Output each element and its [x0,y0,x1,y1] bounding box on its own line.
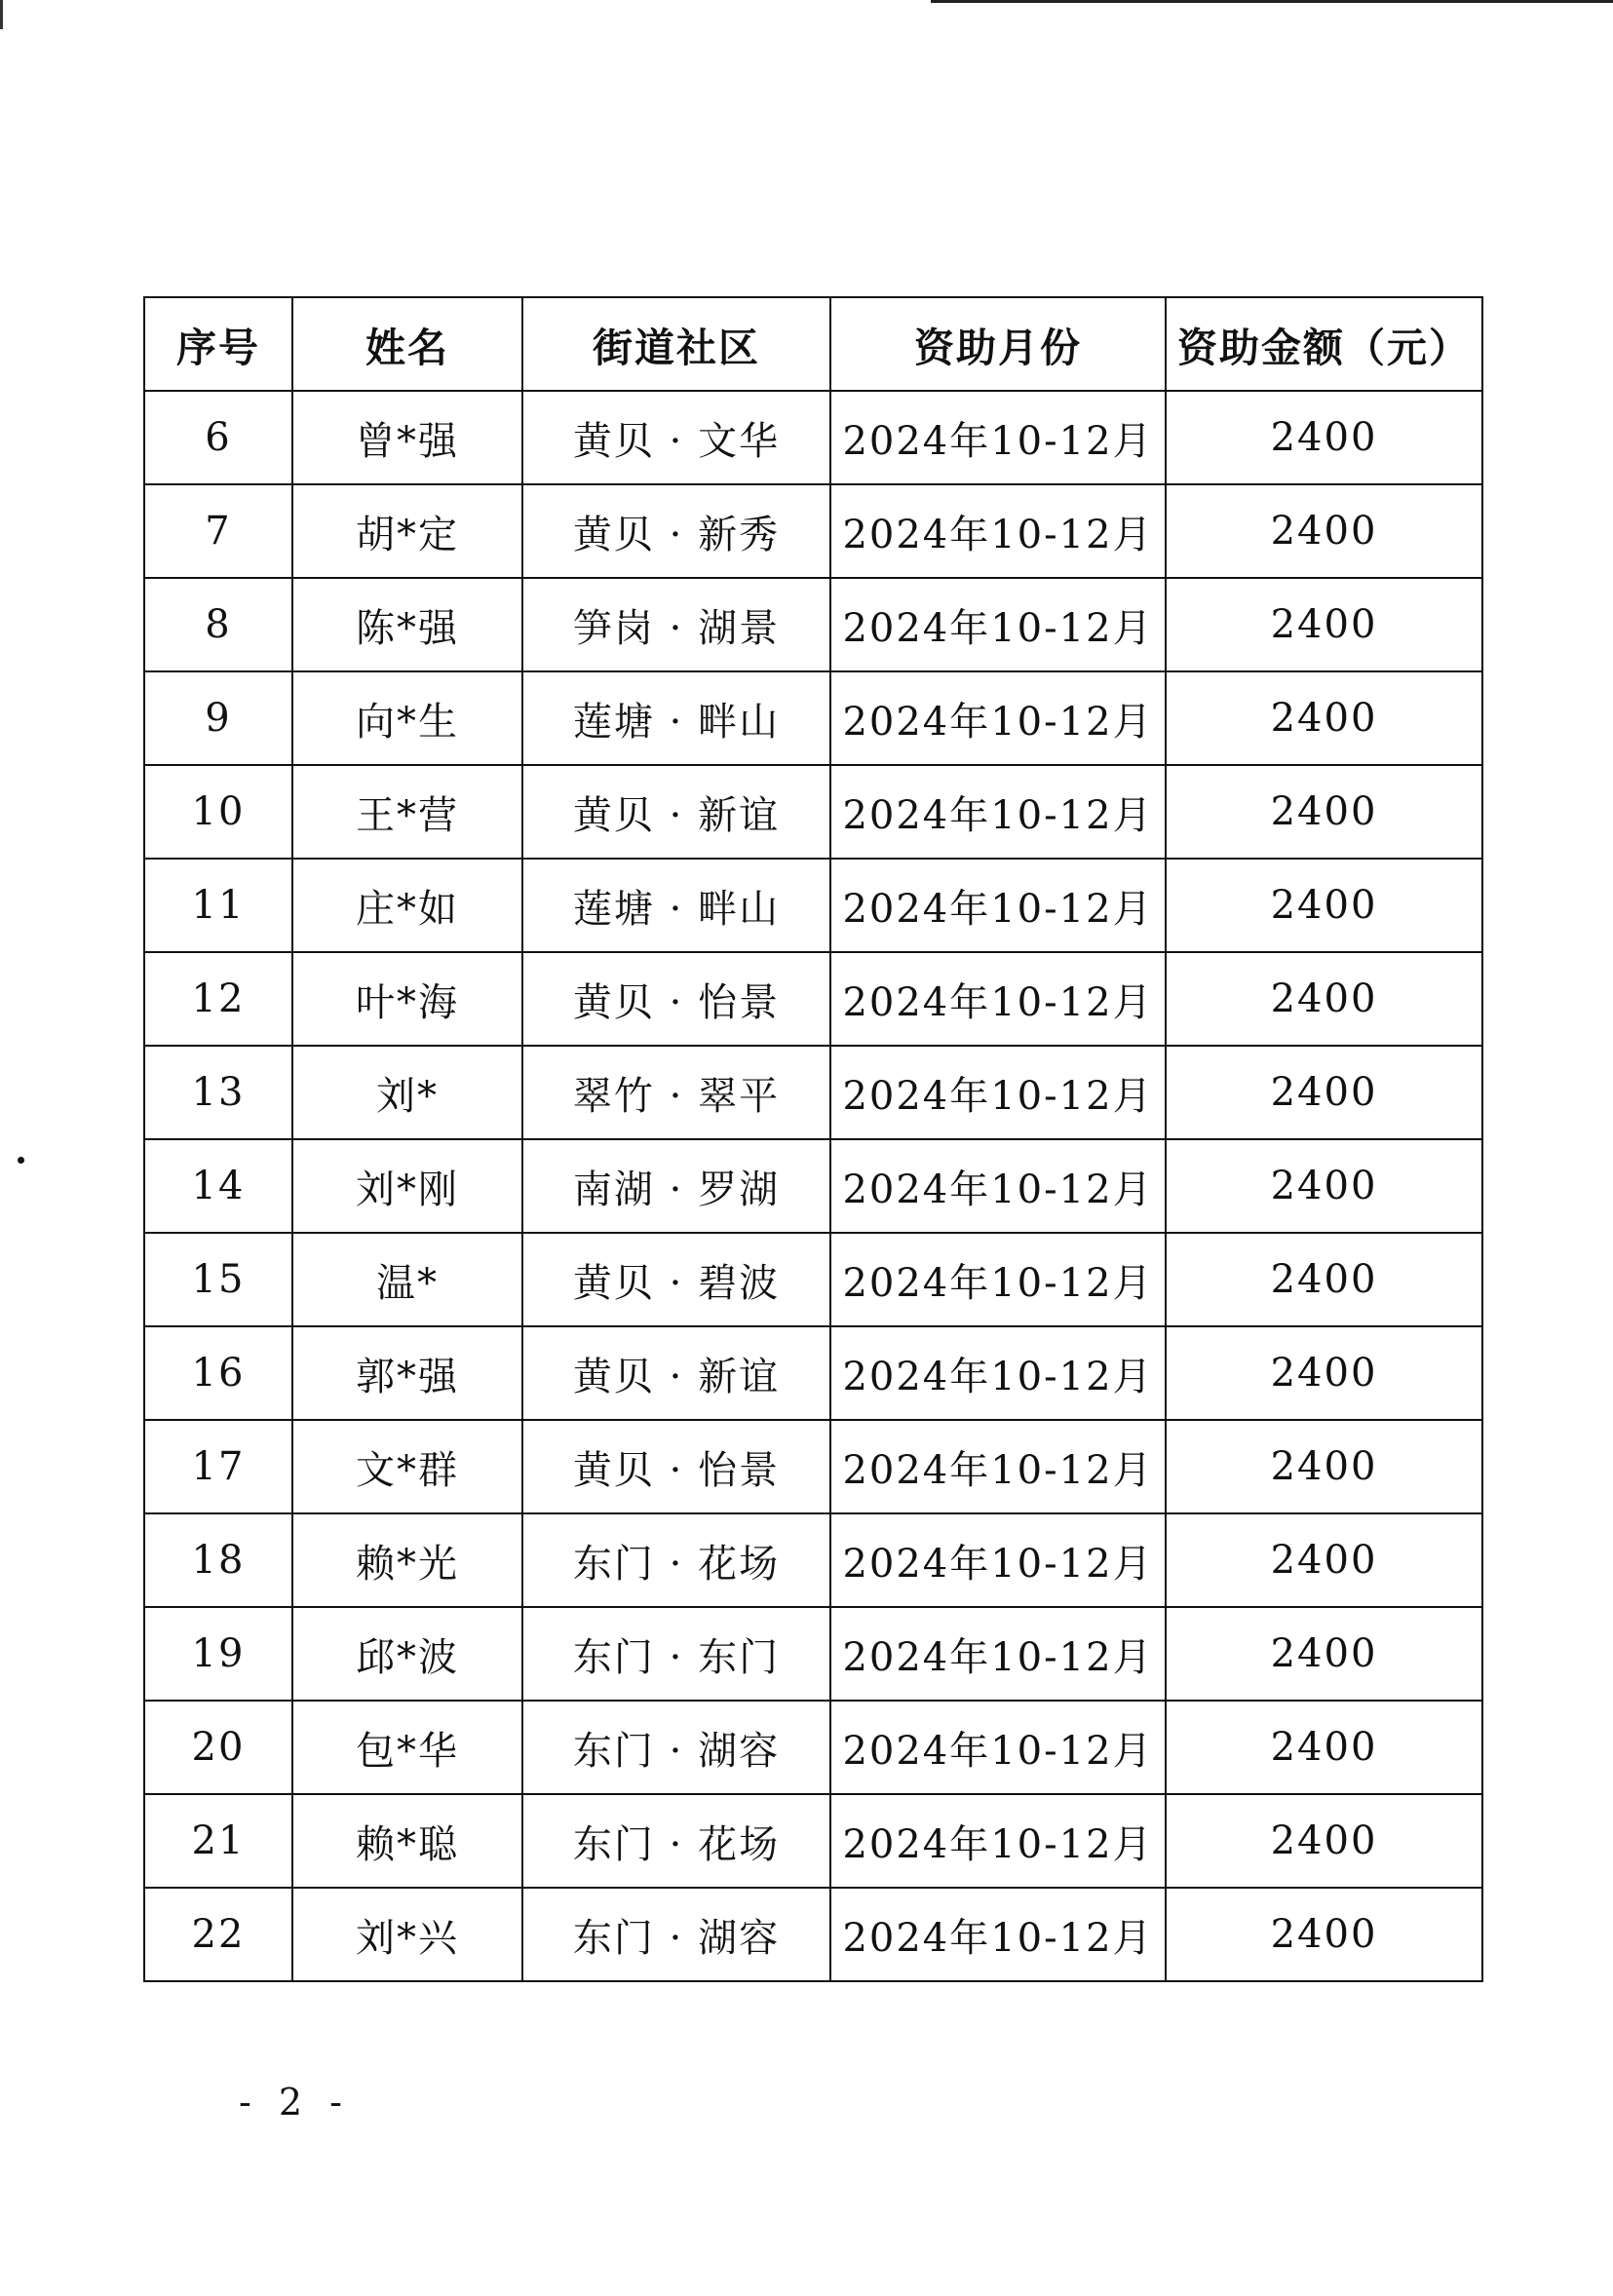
cell-street-community: 黄贝 · 怡景 [522,1420,830,1513]
cell-subsidy-months: 2024年10-12月 [830,859,1166,952]
cell-serial-number: 8 [144,578,292,671]
cell-serial-number: 11 [144,859,292,952]
cell-name: 陈*强 [292,578,522,671]
cell-street-community: 黄贝 · 新谊 [522,765,830,859]
cell-serial-number: 6 [144,391,292,484]
cell-subsidy-amount: 2400 [1166,1420,1482,1513]
cell-name: 王*营 [292,765,522,859]
table-row [144,1888,1482,1981]
cell-street-community: 黄贝 · 怡景 [522,952,830,1046]
header-serial-number: 序号 [144,297,292,391]
cell-subsidy-months: 2024年10-12月 [830,1326,1166,1420]
cell-subsidy-amount: 2400 [1166,1326,1482,1420]
cell-name: 庄*如 [292,859,522,952]
cell-serial-number: 19 [144,1607,292,1701]
cell-name: 刘* [292,1046,522,1139]
cell-serial-number: 7 [144,484,292,578]
table-row [144,765,1482,859]
header-name: 姓名 [292,297,522,391]
table-row [144,1607,1482,1701]
cell-street-community: 莲塘 · 畔山 [522,671,830,765]
header-subsidy-months: 资助月份 [830,297,1166,391]
subsidy-table [143,296,1483,1982]
cell-subsidy-amount: 2400 [1166,1513,1482,1607]
cell-name: 胡*定 [292,484,522,578]
table-row [144,1326,1482,1420]
cell-serial-number: 15 [144,1233,292,1326]
cell-subsidy-months: 2024年10-12月 [830,952,1166,1046]
cell-subsidy-amount: 2400 [1166,484,1482,578]
cell-subsidy-amount: 2400 [1166,1607,1482,1701]
cell-street-community: 东门 · 花场 [522,1513,830,1607]
cell-subsidy-amount: 2400 [1166,1794,1482,1888]
table-row [144,1233,1482,1326]
cell-subsidy-months: 2024年10-12月 [830,578,1166,671]
table-row [144,1701,1482,1794]
cell-serial-number: 10 [144,765,292,859]
table-row [144,578,1482,671]
cell-name: 向*生 [292,671,522,765]
cell-street-community: 莲塘 · 畔山 [522,859,830,952]
cell-street-community: 翠竹 · 翠平 [522,1046,830,1139]
page-number: - 2 - [239,2081,351,2124]
cell-serial-number: 12 [144,952,292,1046]
cell-street-community: 黄贝 · 碧波 [522,1233,830,1326]
cell-name: 包*华 [292,1701,522,1794]
cell-serial-number: 18 [144,1513,292,1607]
table-row [144,859,1482,952]
cell-street-community: 黄贝 · 新秀 [522,484,830,578]
scan-dot-mark [18,1157,24,1164]
header-street-community: 街道社区 [522,297,830,391]
cell-serial-number: 13 [144,1046,292,1139]
cell-subsidy-months: 2024年10-12月 [830,671,1166,765]
cell-name: 刘*兴 [292,1888,522,1981]
table-row [144,1420,1482,1513]
cell-subsidy-amount: 2400 [1166,1139,1482,1233]
cell-name: 邱*波 [292,1607,522,1701]
cell-serial-number: 16 [144,1326,292,1420]
cell-name: 文*群 [292,1420,522,1513]
cell-subsidy-amount: 2400 [1166,391,1482,484]
table-row [144,1139,1482,1233]
cell-subsidy-amount: 2400 [1166,578,1482,671]
cell-subsidy-months: 2024年10-12月 [830,484,1166,578]
cell-street-community: 黄贝 · 文华 [522,391,830,484]
cell-subsidy-months: 2024年10-12月 [830,1233,1166,1326]
cell-subsidy-amount: 2400 [1166,765,1482,859]
left-border-mark [0,0,3,29]
cell-subsidy-amount: 2400 [1166,1233,1482,1326]
cell-name: 赖*光 [292,1513,522,1607]
cell-subsidy-amount: 2400 [1166,1046,1482,1139]
cell-serial-number: 22 [144,1888,292,1981]
cell-serial-number: 14 [144,1139,292,1233]
cell-name: 刘*刚 [292,1139,522,1233]
cell-serial-number: 9 [144,671,292,765]
table-row [144,1046,1482,1139]
cell-name: 赖*聪 [292,1794,522,1888]
table-row [144,952,1482,1046]
cell-subsidy-months: 2024年10-12月 [830,1701,1166,1794]
cell-subsidy-amount: 2400 [1166,1888,1482,1981]
cell-subsidy-months: 2024年10-12月 [830,391,1166,484]
cell-subsidy-months: 2024年10-12月 [830,1046,1166,1139]
cell-subsidy-months: 2024年10-12月 [830,765,1166,859]
header-subsidy-amount: 资助金额（元） [1166,297,1482,391]
cell-subsidy-months: 2024年10-12月 [830,1139,1166,1233]
table-row [144,391,1482,484]
cell-serial-number: 17 [144,1420,292,1513]
cell-subsidy-months: 2024年10-12月 [830,1607,1166,1701]
table-body [144,391,1482,1981]
table-row [144,1794,1482,1888]
cell-name: 叶*海 [292,952,522,1046]
table-row [144,1513,1482,1607]
cell-subsidy-amount: 2400 [1166,671,1482,765]
cell-street-community: 东门 · 湖容 [522,1888,830,1981]
table-row [144,671,1482,765]
table-header-row [144,297,1482,391]
cell-street-community: 笋岗 · 湖景 [522,578,830,671]
cell-serial-number: 20 [144,1701,292,1794]
cell-subsidy-amount: 2400 [1166,859,1482,952]
cell-street-community: 东门 · 东门 [522,1607,830,1701]
cell-subsidy-amount: 2400 [1166,1701,1482,1794]
cell-subsidy-months: 2024年10-12月 [830,1420,1166,1513]
cell-street-community: 南湖 · 罗湖 [522,1139,830,1233]
top-border-line [931,0,1613,3]
cell-serial-number: 21 [144,1794,292,1888]
cell-subsidy-months: 2024年10-12月 [830,1888,1166,1981]
cell-subsidy-months: 2024年10-12月 [830,1794,1166,1888]
cell-street-community: 东门 · 湖容 [522,1701,830,1794]
table-row [144,484,1482,578]
cell-name: 曾*强 [292,391,522,484]
cell-name: 温* [292,1233,522,1326]
cell-street-community: 东门 · 花场 [522,1794,830,1888]
cell-name: 郭*强 [292,1326,522,1420]
cell-subsidy-amount: 2400 [1166,952,1482,1046]
cell-subsidy-months: 2024年10-12月 [830,1513,1166,1607]
cell-street-community: 黄贝 · 新谊 [522,1326,830,1420]
